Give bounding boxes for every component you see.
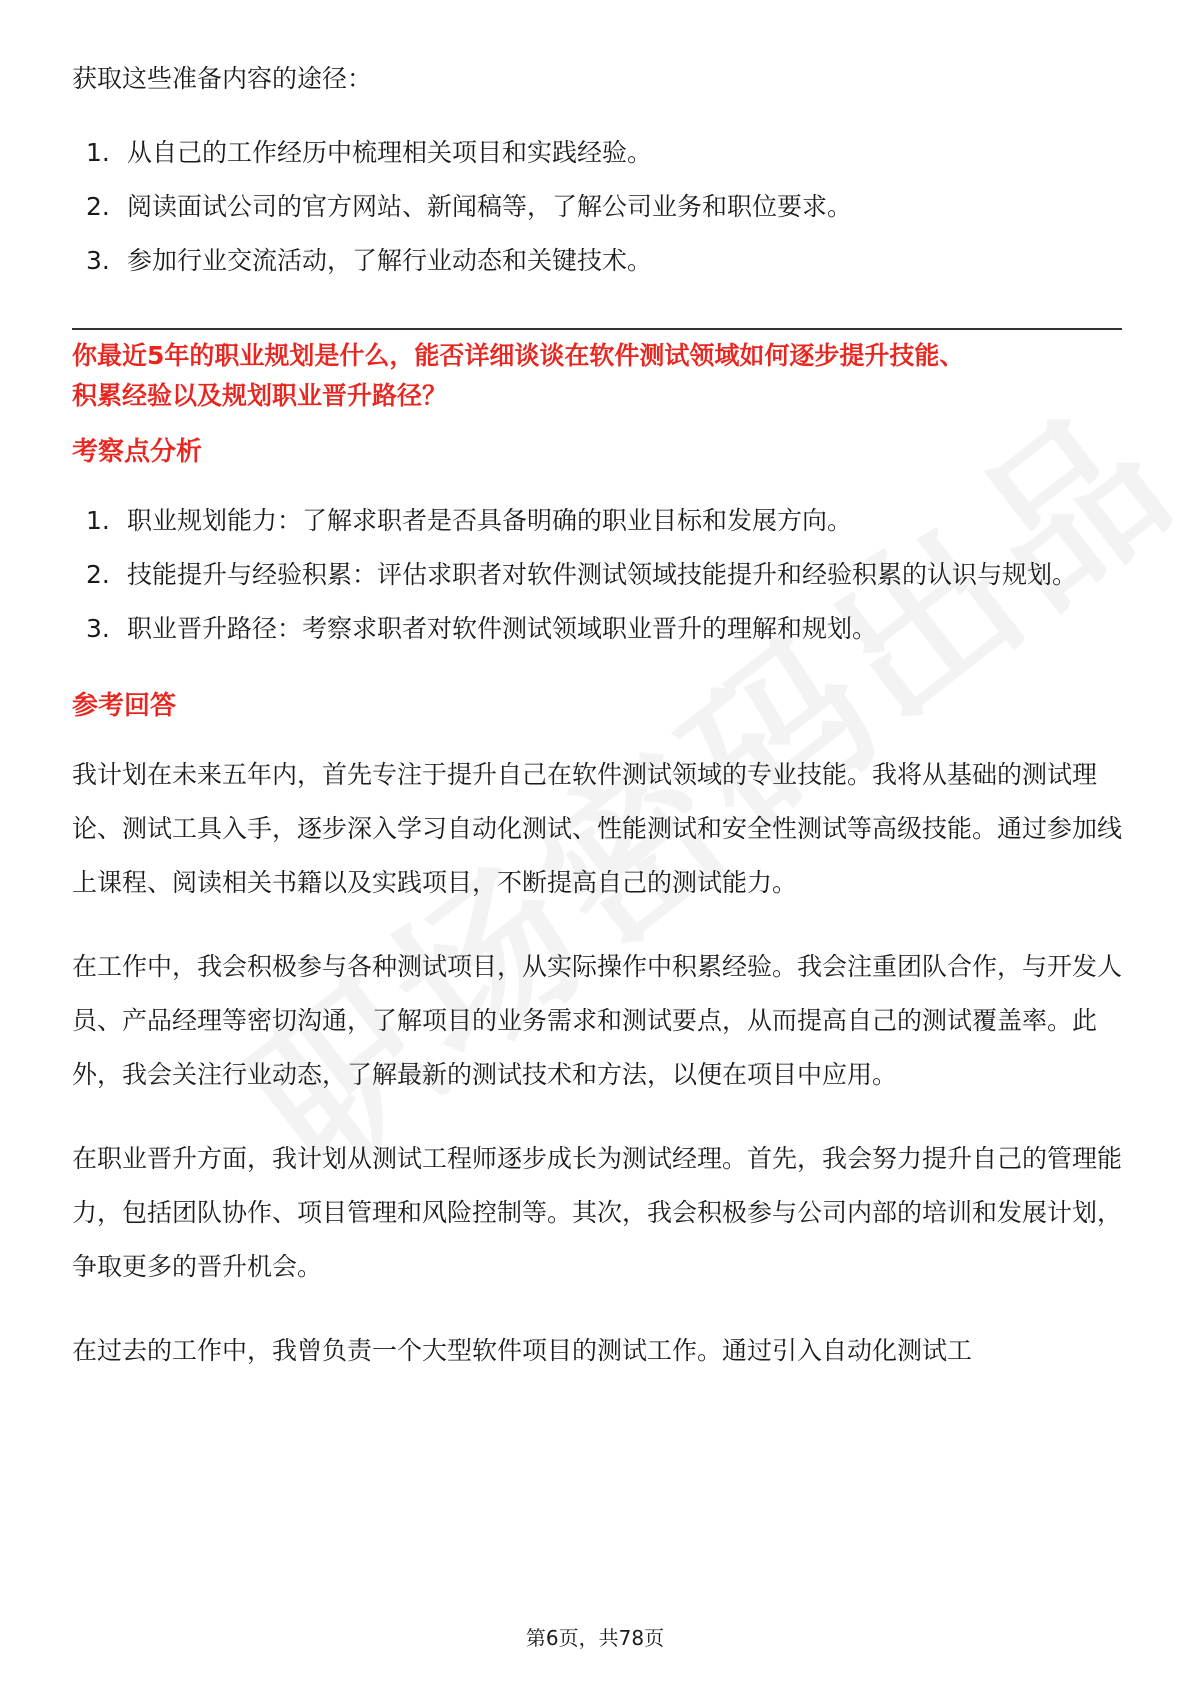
list-item xyxy=(72,180,1122,234)
list-item xyxy=(72,234,1122,288)
list-number: 1. xyxy=(86,138,110,167)
list-number: 3. xyxy=(86,614,110,643)
list-text: 参加行业交流活动，了解行业动态和关键技术。 xyxy=(127,246,653,275)
list-text: 从自己的工作经历中梳理相关项目和实践经验。 xyxy=(127,138,653,167)
list-item xyxy=(72,126,1122,180)
list-number: 2. xyxy=(86,560,110,589)
answer-paragraph: 在职业晋升方面，我计划从测试工程师逐步成长为测试经理。首先，我会努力提升自己的管理能力，包括团队协作、项目管理和风险控制等。其次，我会积极参与公司内部的培训和发展计划，争取更多的晋升机会。 xyxy=(72,1144,1123,1281)
prep-list xyxy=(72,126,1122,288)
list-text: 职业晋升路径：考察求职者对软件测试领域职业晋升的理解和规划。 xyxy=(127,614,878,643)
intro-text: 获取这些准备内容的途径： xyxy=(72,64,373,93)
list-item xyxy=(72,494,1122,548)
question-line-1: 你最近5年的职业规划是什么，能否详细谈谈在软件测试领域如何逐步提升技能、 xyxy=(72,341,965,370)
list-item xyxy=(72,602,1122,656)
list-number: 2. xyxy=(86,192,110,221)
analysis-heading: 考察点分析 xyxy=(72,437,203,467)
answer-heading: 参考回答 xyxy=(72,691,177,721)
list-text: 阅读面试公司的官方网站、新闻稿等，了解公司业务和职位要求。 xyxy=(127,192,853,221)
list-item xyxy=(72,548,1122,602)
answer-paragraph: 我计划在未来五年内，首先专注于提升自己在软件测试领域的专业技能。我将从基础的测试理论、测试工具入手，逐步深入学习自动化测试、性能测试和安全性测试等高级技能。通过参加线上课程、阅读相关书籍以及实践项目，不断提高自己的测试能力。 xyxy=(72,760,1123,897)
list-text: 职业规划能力：了解求职者是否具备明确的职业目标和发展方向。 xyxy=(127,506,853,535)
question-title xyxy=(72,336,1122,416)
analysis-list xyxy=(72,494,1122,656)
section-divider xyxy=(72,328,1122,330)
list-number: 3. xyxy=(86,246,110,275)
question-line-2: 积累经验以及规划职业晋升路径？ xyxy=(72,381,448,410)
list-number: 1. xyxy=(86,506,110,535)
list-text: 技能提升与经验积累：评估求职者对软件测试领域技能提升和经验积累的认识与规划。 xyxy=(127,560,1078,589)
answer-paragraph: 在过去的工作中，我曾负责一个大型软件项目的测试工作。通过引入自动化测试工 xyxy=(72,1336,973,1365)
page-number: 第6页，共78页 xyxy=(525,1626,665,1650)
page-content xyxy=(72,52,1122,1378)
answer-paragraph: 在工作中，我会积极参与各种测试项目，从实际操作中积累经验。我会注重团队合作，与开发人员、产品经理等密切沟通，了解项目的业务需求和测试要点，从而提高自己的测试覆盖率。此外，我会关注行业动态，了解最新的测试技术和方法，以便在项目中应用。 xyxy=(72,952,1123,1089)
